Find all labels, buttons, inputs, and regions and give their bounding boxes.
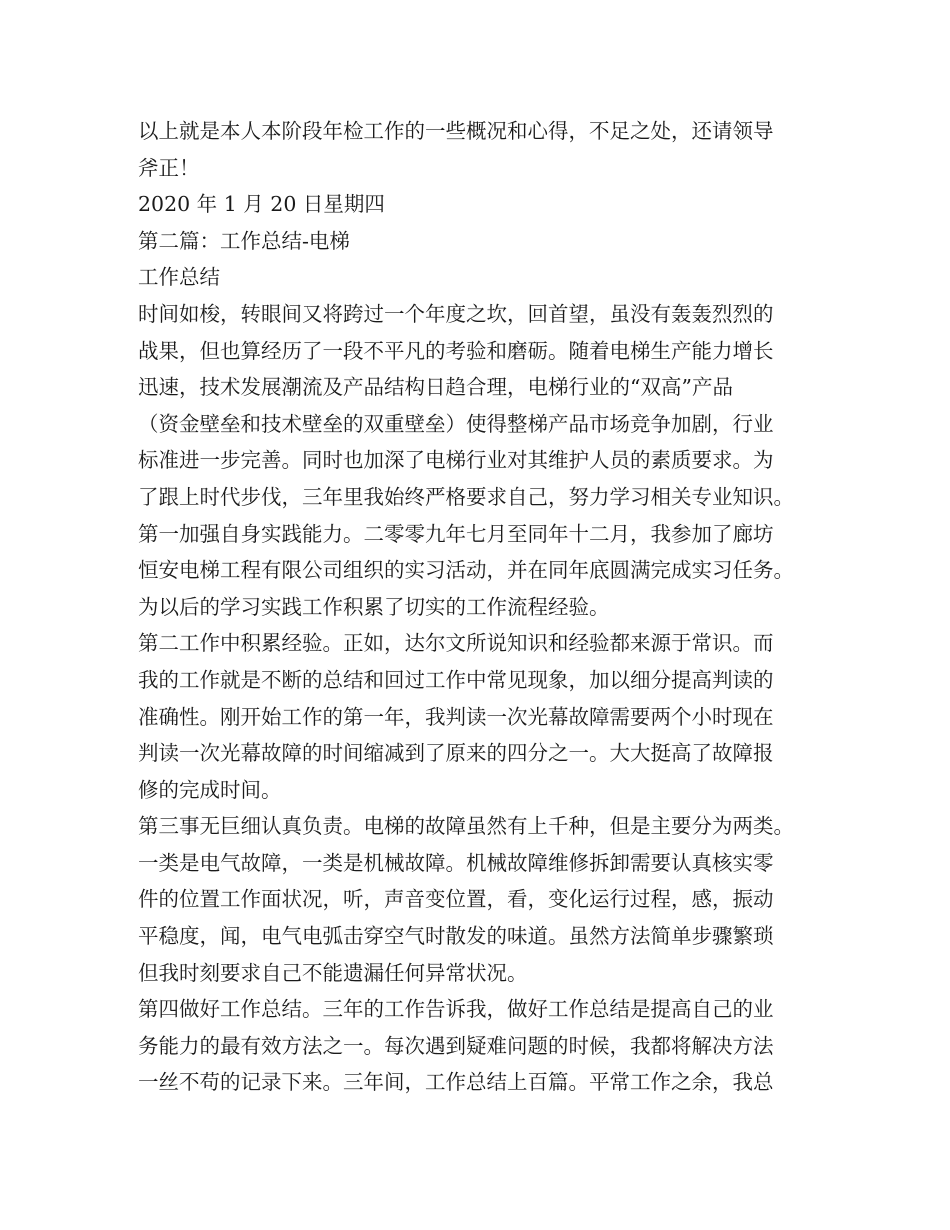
text-line: 标准进一步完善。同时也加深了电梯行业对其维护人员的素质要求。为 — [138, 448, 774, 473]
text-line: 我的工作就是不断的总结和回过工作中常见现象，加以细分提高判读的 — [138, 667, 774, 692]
text-line: （资金壁垒和技术壁垒的双重壁垒）使得整梯产品市场竞争加剧，行业 — [138, 411, 774, 436]
text-line: 迅速，技术发展潮流及产品结构日趋合理，电梯行业的“双高”产品 — [138, 375, 733, 400]
text-line: 平稳度，闻，电气电弧击穿空气时散发的味道。虽然方法简单步骤繁琐 — [138, 924, 774, 949]
text-line: 第一加强自身实践能力。二零零九年七月至同年十二月，我参加了廊坊 — [138, 521, 774, 546]
text-line: 以上就是本人本阶段年检工作的一些概况和心得，不足之处，还请领导 — [138, 119, 774, 143]
text-line: 恒安电梯工程有限公司组织的实习活动，并在同年底圆满完成实习任务。 — [138, 558, 794, 583]
text-line: 第二工作中积累经验。正如，达尔文所说知识和经验都来源于常识。而 — [138, 631, 774, 656]
text-line: 一丝不苟的记录下来。三年间，工作总结上百篇。平常工作之余，我总 — [138, 1070, 774, 1095]
text-line: 斧正！ — [138, 155, 200, 180]
text-line: 修的完成时间。 — [138, 777, 282, 802]
text-line: 为以后的学习实践工作积累了切实的工作流程经验。 — [138, 594, 610, 619]
text-line: 了跟上时代步伐，三年里我始终严格要求自己，努力学习相关专业知识。 — [138, 484, 794, 509]
document-title: 工作总结 — [138, 265, 220, 290]
section-heading: 第二篇：工作总结-电梯 — [138, 228, 350, 253]
text-line: 但我时刻要求自己不能遗漏任何异常状况。 — [138, 960, 528, 985]
date-line: 2020 年 1 月 20 日星期四 — [138, 192, 385, 217]
text-line: 判读一次光幕故障的时间缩减到了原来的四分之一。大大挺高了故障报 — [138, 741, 774, 766]
document-body — [138, 113, 818, 1101]
text-line: 第四做好工作总结。三年的工作告诉我，做好工作总结是提高自己的业 — [138, 997, 774, 1022]
text-line: 准确性。刚开始工作的第一年，我判读一次光幕故障需要两个小时现在 — [138, 704, 774, 729]
text-line: 件的位置工作面状况，听，声音变位置，看，变化运行过程，感，振动 — [138, 887, 774, 912]
text-line: 战果，但也算经历了一段不平凡的考验和磨砺。随着电梯生产能力增长 — [138, 338, 774, 363]
text-line: 务能力的最有效方法之一。每次遇到疑难问题的时候，我都将解决方法 — [138, 1033, 774, 1058]
text-line: 一类是电气故障，一类是机械故障。机械故障维修拆卸需要认真核实零 — [138, 850, 774, 875]
text-line: 第三事无巨细认真负责。电梯的故障虽然有上千种，但是主要分为两类。 — [138, 814, 794, 839]
text-line: 时间如梭，转眼间又将跨过一个年度之坎，回首望，虽没有轰轰烈烈的 — [138, 301, 774, 326]
